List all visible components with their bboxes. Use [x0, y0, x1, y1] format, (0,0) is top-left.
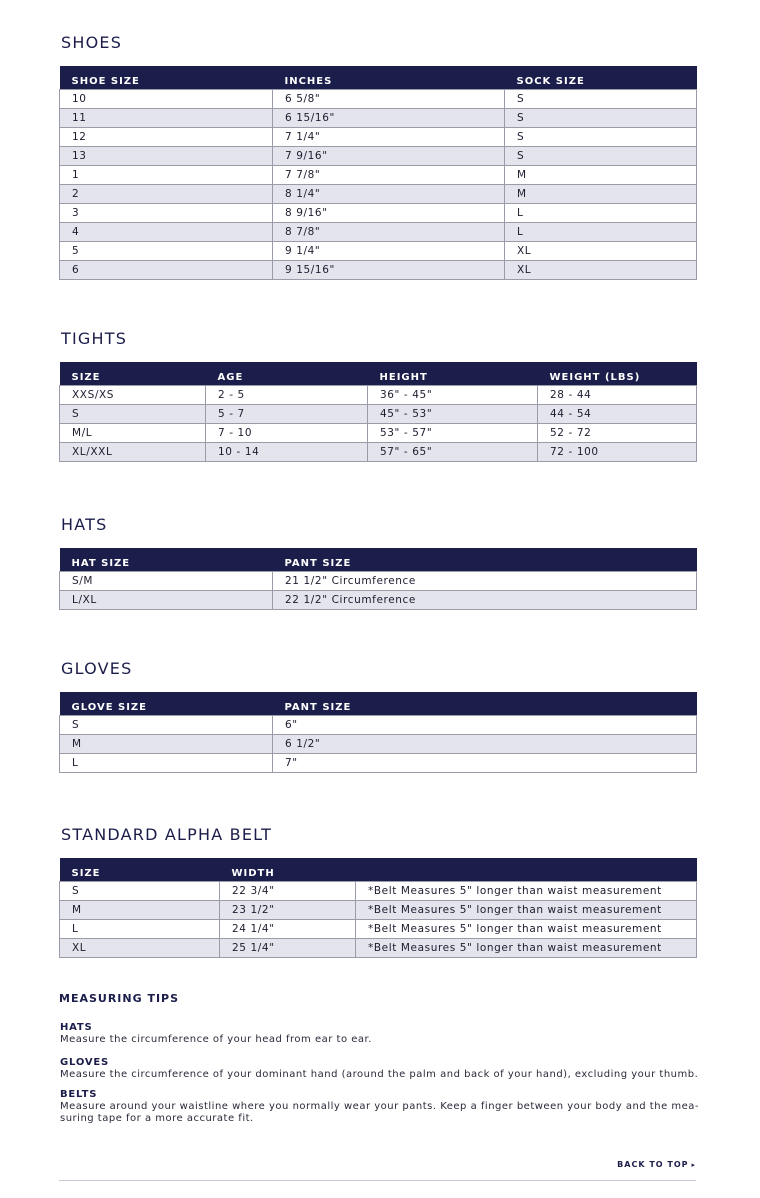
table-row	[60, 920, 697, 939]
table-cell: 2 - 5	[206, 386, 368, 405]
table-row	[60, 242, 697, 261]
table-cell: 6"	[273, 716, 697, 735]
table-row	[60, 223, 697, 242]
table-cell: M/L	[60, 424, 206, 443]
table-cell: XXS/XS	[60, 386, 206, 405]
table-cell: 72 - 100	[538, 443, 697, 462]
table-row	[60, 754, 697, 773]
table-cell: *Belt Measures 5" longer than waist measurement	[356, 920, 697, 939]
table-row	[60, 147, 697, 166]
table-cell: 8 1/4"	[273, 185, 505, 204]
table-cell: 22 1/2" Circumference	[273, 591, 697, 610]
table-cell: 8 9/16"	[273, 204, 505, 223]
table-cell: 24 1/4"	[220, 920, 356, 939]
table-cell: 1	[60, 166, 273, 185]
column-header: SHOE SIZE	[60, 66, 273, 90]
table-cell: 53" - 57"	[368, 424, 538, 443]
table-cell: XL/XXL	[60, 443, 206, 462]
table-cell: 7 - 10	[206, 424, 368, 443]
table-cell: 5	[60, 242, 273, 261]
table-cell: 7 1/4"	[273, 128, 505, 147]
table-row	[60, 572, 697, 591]
table-header-row	[60, 858, 697, 882]
table-cell: 52 - 72	[538, 424, 697, 443]
table-cell: 22 3/4"	[220, 882, 356, 901]
table-row	[60, 424, 697, 443]
table-cell: S	[60, 716, 273, 735]
table-cell: 8 7/8"	[273, 223, 505, 242]
table-cell: 10 - 14	[206, 443, 368, 462]
table-header-row	[60, 692, 697, 716]
table-cell: 5 - 7	[206, 405, 368, 424]
tip-hats	[60, 1022, 700, 1046]
table-cell: M	[60, 901, 220, 920]
shoes-table	[59, 66, 697, 280]
column-header	[356, 858, 697, 882]
tights-table	[59, 362, 697, 462]
hats-table	[59, 548, 697, 610]
tights-title: TIGHTS	[61, 329, 128, 348]
table-cell: 28 - 44	[538, 386, 697, 405]
gloves-title: GLOVES	[61, 659, 133, 678]
table-row	[60, 716, 697, 735]
table-cell: 21 1/2" Circumference	[273, 572, 697, 591]
tip-text: Measure the circumference of your dominant hand (around the palm and back of your hand), excluding your thumb.	[60, 1069, 699, 1080]
belt-title: STANDARD ALPHA BELT	[61, 825, 273, 844]
table-row	[60, 405, 697, 424]
table-cell: L	[505, 223, 697, 242]
tip-heading: GLOVES	[60, 1057, 110, 1068]
table-cell: *Belt Measures 5" longer than waist measurement	[356, 939, 697, 958]
table-cell: 10	[60, 90, 273, 109]
table-cell: XL	[60, 939, 220, 958]
table-cell: 9 1/4"	[273, 242, 505, 261]
table-cell: XL	[505, 261, 697, 280]
column-header: HEIGHT	[368, 362, 538, 386]
back-to-top-label: BACK TO TOP	[617, 1160, 689, 1169]
shoes-title: SHOES	[61, 33, 123, 52]
table-header-row	[60, 66, 697, 90]
table-cell: 25 1/4"	[220, 939, 356, 958]
table-cell: S	[60, 882, 220, 901]
table-row	[60, 185, 697, 204]
table-cell: 57" - 65"	[368, 443, 538, 462]
column-header: WEIGHT (LBS)	[538, 362, 697, 386]
column-header: WIDTH	[220, 858, 356, 882]
table-cell: 2	[60, 185, 273, 204]
table-row	[60, 443, 697, 462]
tip-text: Measure around your waistline where you normally wear your pants. Keep a finger between your body and the mea-suring tape for a more accurate fit.	[60, 1101, 700, 1124]
table-cell: 12	[60, 128, 273, 147]
tip-text: Measure the circumference of your head from ear to ear.	[60, 1034, 372, 1045]
table-cell: S	[505, 128, 697, 147]
table-row	[60, 901, 697, 920]
table-cell: 4	[60, 223, 273, 242]
divider	[59, 1180, 696, 1181]
table-cell: 7 9/16"	[273, 147, 505, 166]
table-cell: S	[60, 405, 206, 424]
table-cell: 6 15/16"	[273, 109, 505, 128]
table-cell: S	[505, 109, 697, 128]
column-header: PANT SIZE	[273, 692, 697, 716]
table-row	[60, 882, 697, 901]
hats-title: HATS	[61, 515, 108, 534]
table-row	[60, 735, 697, 754]
table-cell: M	[505, 185, 697, 204]
table-cell: M	[505, 166, 697, 185]
table-row	[60, 261, 697, 280]
tip-belts	[60, 1089, 700, 1125]
table-cell: 6 5/8"	[273, 90, 505, 109]
table-cell: 36" - 45"	[368, 386, 538, 405]
table-cell: 44 - 54	[538, 405, 697, 424]
table-cell: 11	[60, 109, 273, 128]
table-cell: 23 1/2"	[220, 901, 356, 920]
table-cell: 9 15/16"	[273, 261, 505, 280]
tip-gloves	[60, 1057, 700, 1081]
table-row	[60, 109, 697, 128]
table-cell: L	[505, 204, 697, 223]
column-header: HAT SIZE	[60, 548, 273, 572]
table-cell: L	[60, 754, 273, 773]
tip-heading: BELTS	[60, 1089, 98, 1100]
table-cell: M	[60, 735, 273, 754]
table-row	[60, 90, 697, 109]
table-row	[60, 166, 697, 185]
gloves-table	[59, 692, 697, 773]
belt-table	[59, 858, 697, 958]
back-to-top-link[interactable]	[617, 1160, 696, 1169]
column-header: SOCK SIZE	[505, 66, 697, 90]
table-row	[60, 386, 697, 405]
table-header-row	[60, 362, 697, 386]
column-header: SIZE	[60, 362, 206, 386]
table-cell: S	[505, 147, 697, 166]
column-header: SIZE	[60, 858, 220, 882]
column-header: INCHES	[273, 66, 505, 90]
table-cell: S/M	[60, 572, 273, 591]
table-cell: *Belt Measures 5" longer than waist measurement	[356, 901, 697, 920]
table-row	[60, 128, 697, 147]
column-header: AGE	[206, 362, 368, 386]
table-cell: 3	[60, 204, 273, 223]
table-cell: L	[60, 920, 220, 939]
caret-right-icon: ▸	[691, 1161, 696, 1169]
table-cell: 7 7/8"	[273, 166, 505, 185]
table-cell: 7"	[273, 754, 697, 773]
tip-heading: HATS	[60, 1022, 93, 1033]
measuring-tips-title: MEASURING TIPS	[59, 992, 180, 1005]
column-header: GLOVE SIZE	[60, 692, 273, 716]
table-cell: 13	[60, 147, 273, 166]
table-header-row	[60, 548, 697, 572]
table-cell: XL	[505, 242, 697, 261]
table-cell: *Belt Measures 5" longer than waist measurement	[356, 882, 697, 901]
table-row	[60, 939, 697, 958]
table-cell: L/XL	[60, 591, 273, 610]
table-cell: S	[505, 90, 697, 109]
table-cell: 6	[60, 261, 273, 280]
table-cell: 6 1/2"	[273, 735, 697, 754]
table-row	[60, 591, 697, 610]
table-row	[60, 204, 697, 223]
table-cell: 45" - 53"	[368, 405, 538, 424]
column-header: PANT SIZE	[273, 548, 697, 572]
